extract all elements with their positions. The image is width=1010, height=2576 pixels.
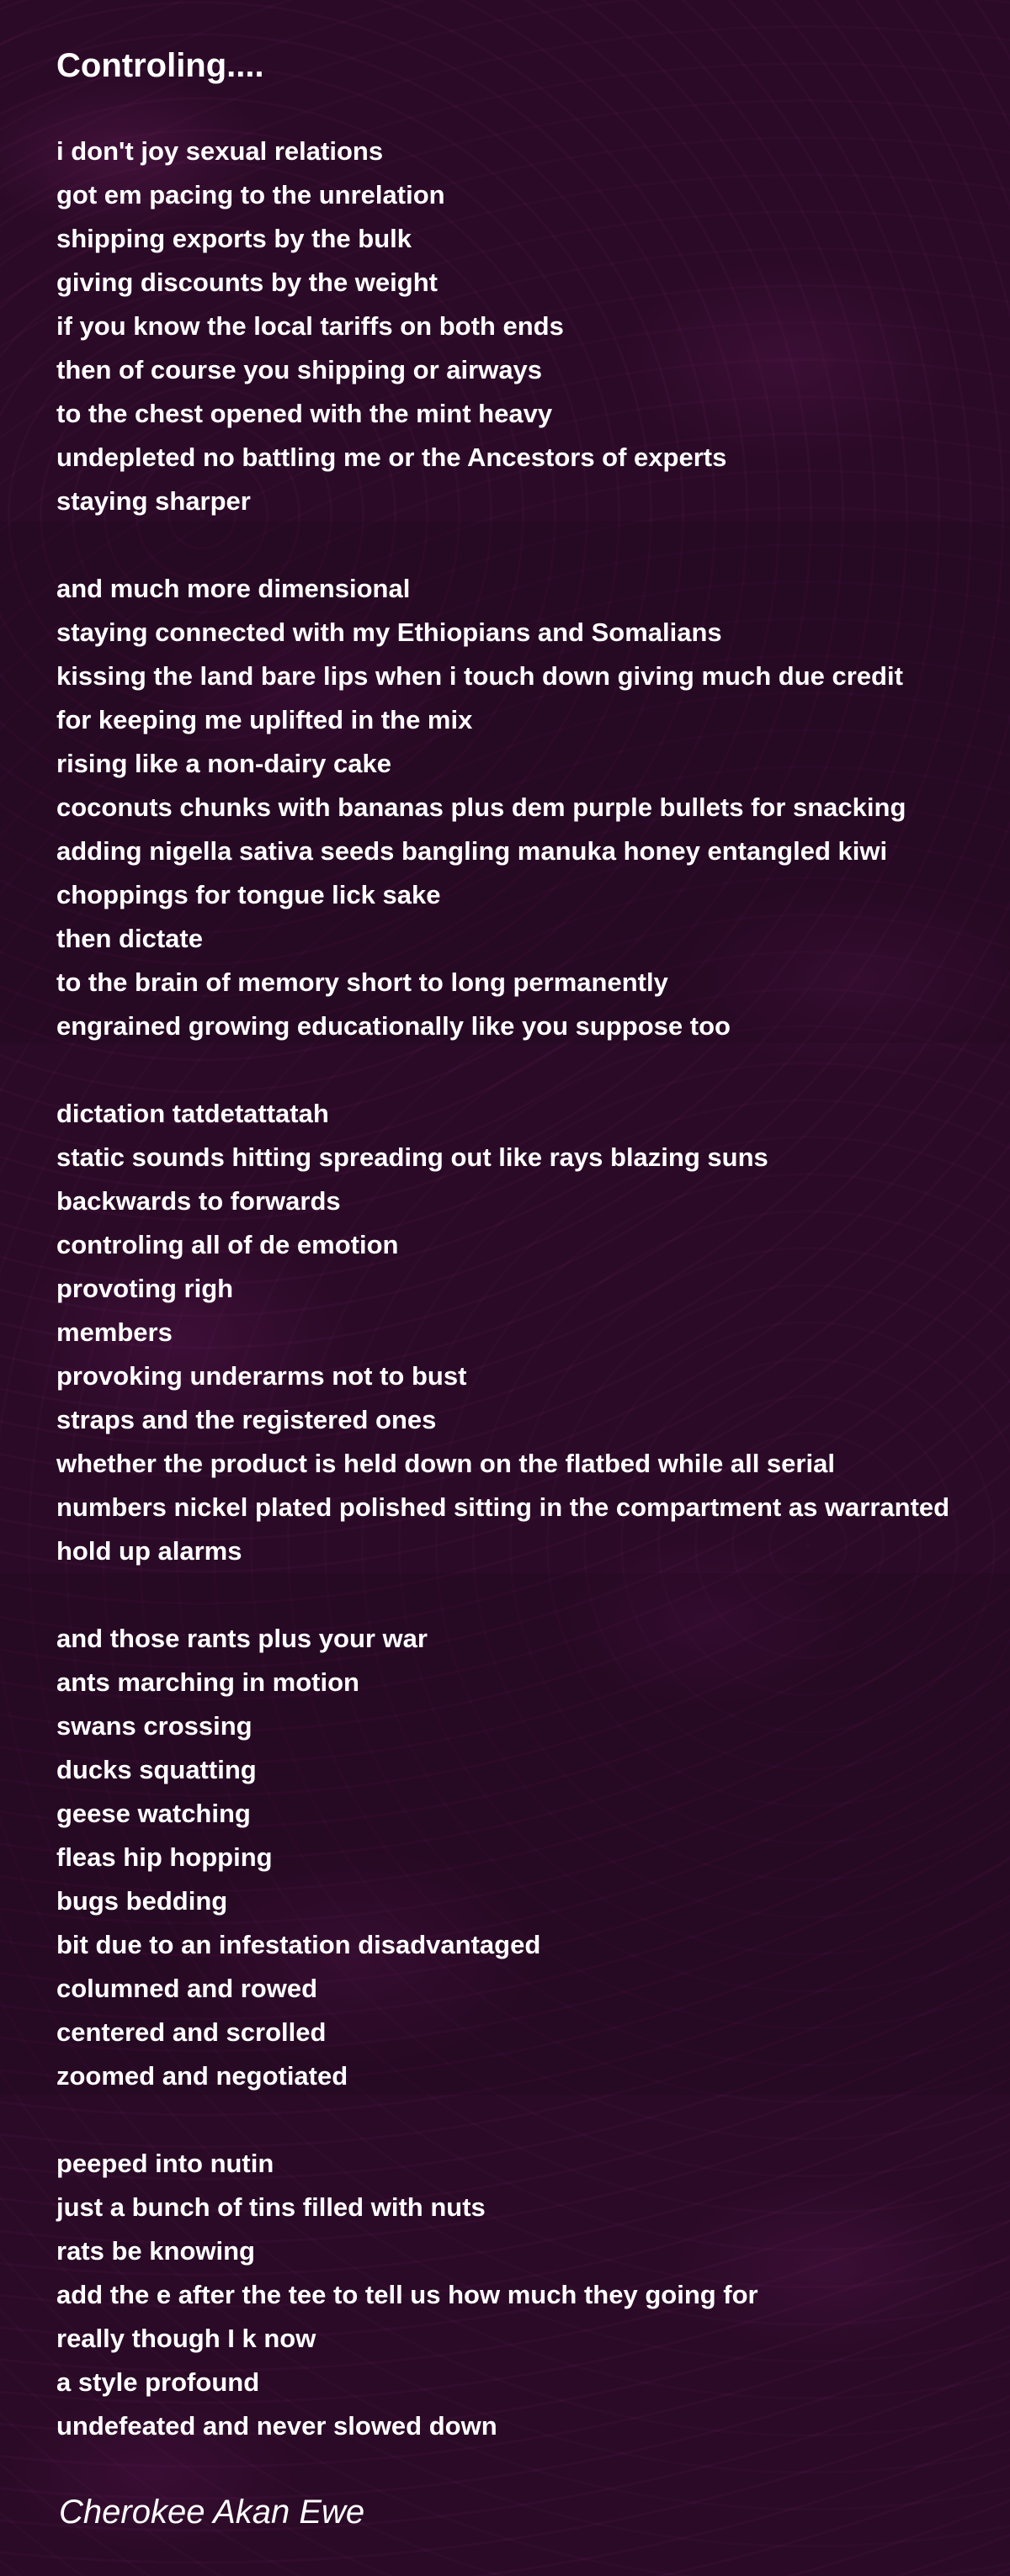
poem-line: engrained growing educationally like you suppose too — [56, 1011, 731, 1041]
poem-line: adding nigella sativa seeds bangling manuka honey entangled kiwi — [56, 836, 888, 866]
poem-line: and much more dimensional — [56, 574, 411, 603]
poem-line: add the e after the tee to tell us how much they going for — [56, 2280, 758, 2309]
poem-line: coconuts chunks with bananas plus dem purple bullets for snacking — [56, 792, 906, 822]
poem-line: provoting righ — [56, 1274, 234, 1303]
poem-line: geese watching — [56, 1799, 251, 1828]
poem-line: choppings for tongue lick sake — [56, 880, 441, 909]
poem-line: ducks squatting — [56, 1755, 257, 1784]
poem-line: then dictate — [56, 924, 203, 953]
poem-line: then of course you shipping or airways — [56, 355, 543, 384]
poem-line: undepleted no battling me or the Ancestors of experts — [56, 443, 727, 472]
poem-line: hold up alarms — [56, 1536, 242, 1566]
poem-line: shipping exports by the bulk — [56, 224, 412, 253]
poem-line: members — [56, 1317, 173, 1347]
poem-line: dictation tatdetattatah — [56, 1099, 329, 1128]
poem-line: controling all of de emotion — [56, 1230, 399, 1259]
poem-line: really though I k now — [56, 2324, 316, 2353]
poem-line: a style profound — [56, 2367, 260, 2397]
poem-line: and those rants plus your war — [56, 1624, 428, 1653]
poem-line: staying sharper — [56, 486, 251, 516]
poem-line: i don't joy sexual relations — [56, 136, 384, 166]
poem-line: whether the product is held down on the flatbed while all serial — [56, 1449, 835, 1478]
poem-stanza — [56, 1092, 999, 1573]
poem-body — [56, 130, 999, 2448]
poem-line: just a bunch of tins filled with nuts — [56, 2192, 486, 2222]
poem-line: straps and the registered ones — [56, 1405, 437, 1434]
poem-line: bit due to an infestation disadvantaged — [56, 1930, 541, 1959]
poem-line: zoomed and negotiated — [56, 2061, 348, 2091]
poem-line: if you know the local tariffs on both ends — [56, 311, 564, 341]
poem-line: for keeping me uplifted in the mix — [56, 705, 473, 734]
poem-line: to the chest opened with the mint heavy — [56, 399, 553, 428]
poem-stanza — [56, 567, 999, 1048]
poem-stanza — [56, 130, 999, 523]
poem-line: backwards to forwards — [56, 1186, 341, 1216]
poem-line: undefeated and never slowed down — [56, 2411, 497, 2441]
poem-line: columned and rowed — [56, 1974, 318, 2003]
poem-line: giving discounts by the weight — [56, 268, 438, 297]
poem-line: static sounds hitting spreading out like rays blazing suns — [56, 1142, 768, 1172]
poem-line: centered and scrolled — [56, 2017, 327, 2047]
poem-line: rising like a non-dairy cake — [56, 749, 391, 778]
poem-line: ants marching in motion — [56, 1667, 359, 1697]
poem-stanza — [56, 1617, 999, 2098]
poem-line: bugs bedding — [56, 1886, 228, 1916]
poem-line: swans crossing — [56, 1711, 252, 1741]
poem-line: fleas hip hopping — [56, 1842, 273, 1872]
poem-line: numbers nickel plated polished sitting in the compartment as warranted — [56, 1492, 950, 1522]
poem-line: rats be knowing — [56, 2236, 255, 2266]
poem-title: Controling.... — [56, 47, 264, 84]
poem-line: to the brain of memory short to long permanently — [56, 967, 668, 997]
poem-line: staying connected with my Ethiopians and Somalians — [56, 617, 722, 647]
poem-line: got em pacing to the unrelation — [56, 180, 445, 209]
poem-line: kissing the land bare lips when i touch down giving much due credit — [56, 661, 903, 691]
poem-container — [56, 40, 999, 2492]
poem-author: Cherokee Akan Ewe — [59, 2494, 365, 2531]
poem-stanza — [56, 2142, 999, 2448]
poem-line: provoking underarms not to bust — [56, 1361, 467, 1391]
poem-line: peeped into nutin — [56, 2149, 274, 2178]
